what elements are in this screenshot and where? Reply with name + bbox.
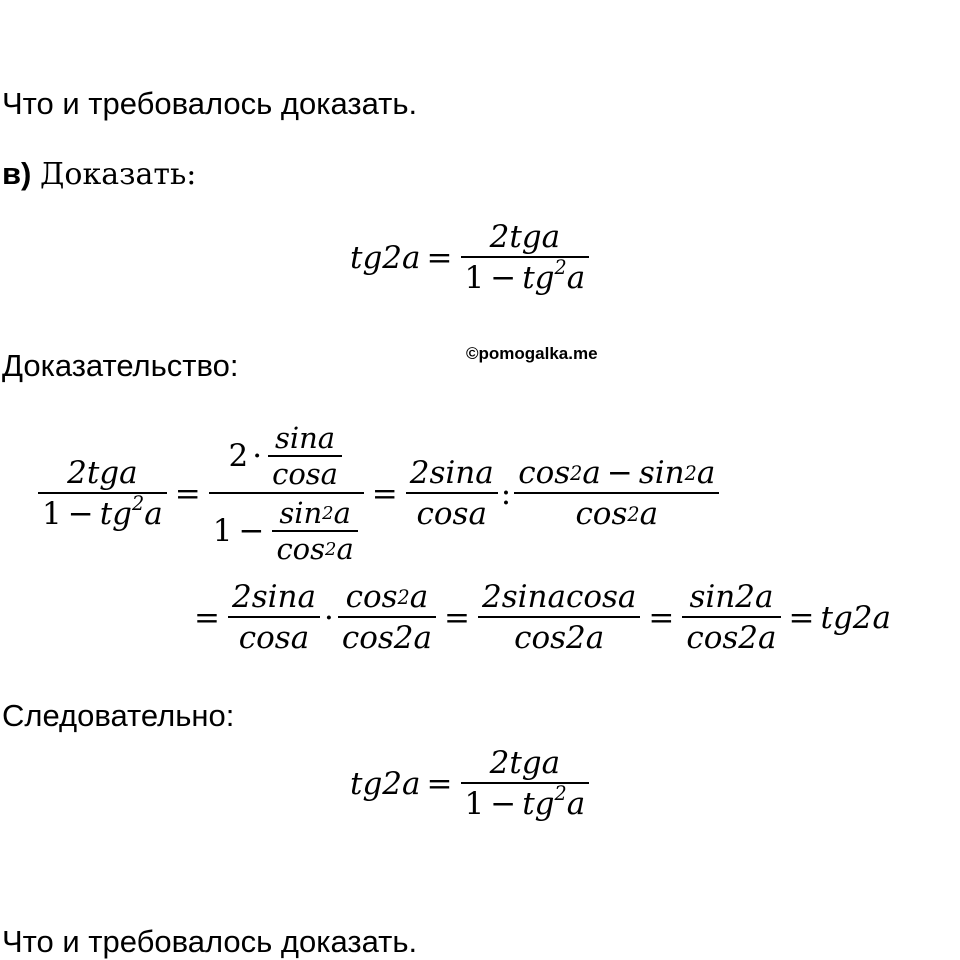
tg-base: tg xyxy=(99,496,133,532)
inner-numerator: sina xyxy=(274,421,336,455)
line2-fraction-4 xyxy=(680,579,782,656)
formula-fraction xyxy=(459,745,592,822)
conclusion-text-top: Что и требовалось доказать. xyxy=(2,86,418,121)
exponent: 2 xyxy=(132,492,145,516)
sin-base: sin xyxy=(279,496,323,530)
colon-operator: : xyxy=(500,475,512,512)
fraction-numerator: 2tga xyxy=(489,745,561,781)
formula-fraction xyxy=(459,219,592,296)
argument: a xyxy=(409,579,429,615)
line2-fraction-3 xyxy=(476,579,642,656)
fraction-numerator: 2tga xyxy=(489,219,561,255)
argument: a xyxy=(582,455,601,491)
numerator: 2sina xyxy=(231,579,316,615)
step2-den-fraction xyxy=(270,496,359,566)
exponent: 2 xyxy=(554,256,567,280)
argument: a xyxy=(639,496,659,532)
fraction-denominator xyxy=(461,256,590,294)
equals-sign: = xyxy=(426,239,453,276)
step1-numerator: 2tga xyxy=(67,455,138,491)
equals-sign: = xyxy=(788,599,815,636)
step3-fraction-a xyxy=(404,455,500,532)
step2-one: 1 xyxy=(212,513,233,549)
denominator: cos2a xyxy=(478,616,640,654)
step2-two: 2 xyxy=(228,438,249,474)
step1-denominator xyxy=(38,492,167,530)
result-term: tg2a xyxy=(820,599,892,636)
numerator: 2sinacosa xyxy=(481,579,637,615)
line2-fraction-2 xyxy=(336,579,438,656)
denominator: cosa xyxy=(228,616,320,654)
equals-sign: = xyxy=(648,599,675,636)
tg-base: tg xyxy=(522,260,555,296)
minus-sign: − xyxy=(238,513,265,549)
cos-base: cos xyxy=(276,532,326,566)
fraction-denominator xyxy=(461,782,590,820)
cos-base: cos xyxy=(345,579,398,615)
line2-fraction-1 xyxy=(226,579,322,656)
argument: a xyxy=(566,786,586,822)
step3-numerator: 2sina xyxy=(409,455,494,491)
numerator: sin2a xyxy=(689,579,774,615)
den-one: 1 xyxy=(464,786,485,822)
minus-sign: − xyxy=(67,496,94,532)
section-word: Доказать: xyxy=(40,157,197,192)
step3b-denominator: cos 2 a xyxy=(514,492,719,530)
numerator: cos 2 a xyxy=(345,579,429,615)
exponent: 2 xyxy=(554,782,567,806)
step1-fraction xyxy=(36,455,169,532)
step3-fraction-b xyxy=(512,455,721,532)
proof-line-2 xyxy=(188,579,892,656)
denominator: cos2a xyxy=(682,616,780,654)
conclusion-text-bottom: Что и требовалось доказать. xyxy=(2,924,418,959)
argument: a xyxy=(566,260,586,296)
argument: a xyxy=(696,455,716,491)
sin-base: sin xyxy=(638,455,685,491)
cos-squared: cos 2 a xyxy=(272,530,357,564)
tg-base: tg xyxy=(522,786,555,822)
argument: a xyxy=(336,532,354,566)
sin-squared: sin 2 a xyxy=(279,496,351,530)
denominator: cos2a xyxy=(338,616,436,654)
dot-operator: · xyxy=(252,438,263,474)
therefore-heading: Следовательно: xyxy=(2,698,235,733)
step3b-numerator: cos 2 a − sin 2 a xyxy=(518,455,716,491)
watermark: ©pomogalka.me xyxy=(466,344,598,363)
formula-statement xyxy=(350,219,591,296)
step2-denominator xyxy=(209,492,364,564)
step3-denominator: cosa xyxy=(406,492,498,530)
formula-lhs: tg2a xyxy=(350,765,421,802)
step2-numerator xyxy=(225,421,348,492)
step2-fraction xyxy=(207,421,366,566)
argument: a xyxy=(333,496,351,530)
cos-base: cos xyxy=(575,496,628,532)
section-heading xyxy=(2,156,196,193)
formula-lhs: tg2a xyxy=(350,239,421,276)
step1-den-tg xyxy=(99,492,163,532)
den-one: 1 xyxy=(464,260,485,296)
equals-sign: = xyxy=(426,765,453,802)
den-tg-term xyxy=(522,256,586,296)
cos-base: cos xyxy=(518,455,571,491)
formula-conclusion xyxy=(350,745,591,822)
minus-sign: − xyxy=(490,786,517,822)
equals-sign: = xyxy=(194,599,220,636)
section-label: в) xyxy=(2,156,32,191)
equals-sign: = xyxy=(174,475,201,512)
inner-denominator: cosa xyxy=(268,455,342,489)
equals-sign: = xyxy=(371,475,398,512)
proof-line-1 xyxy=(36,418,721,570)
den-tg-term xyxy=(522,782,586,822)
minus-sign: − xyxy=(490,260,517,296)
equals-sign: = xyxy=(443,599,470,636)
argument: a xyxy=(144,496,163,532)
minus-sign: − xyxy=(606,455,633,491)
dot-operator: · xyxy=(323,599,334,636)
proof-heading: Доказательство: xyxy=(2,348,239,383)
step1-den-one: 1 xyxy=(42,496,62,532)
step2-inner-fraction xyxy=(266,421,344,491)
